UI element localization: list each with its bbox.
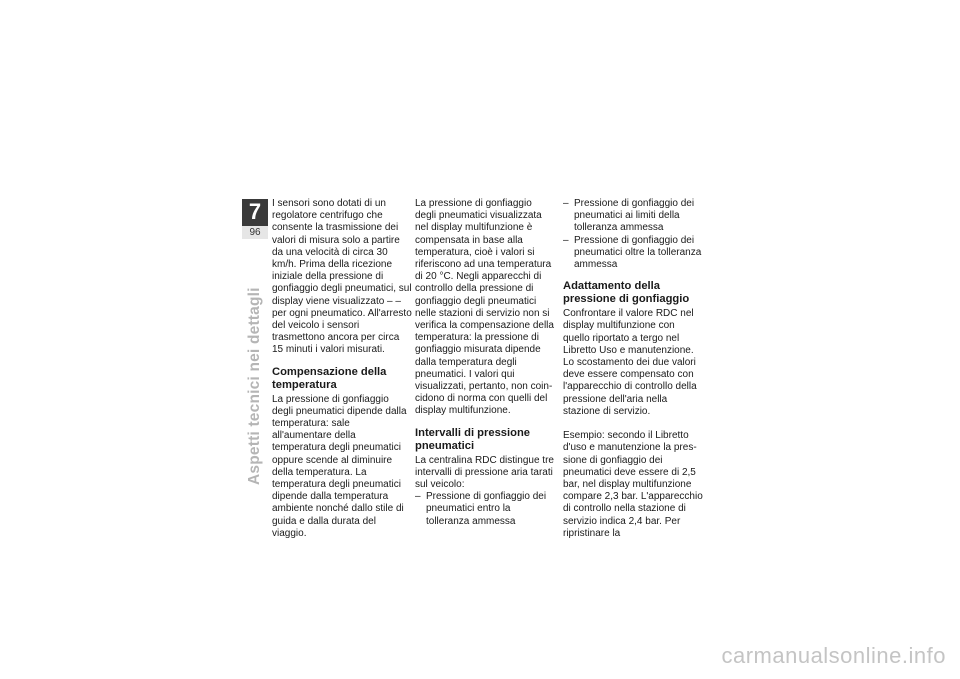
list-item: – Pressione di gonfiaggio dei pneumatici ai limiti della tolleranza ammessa xyxy=(563,198,703,235)
text-column-2 xyxy=(415,198,555,528)
list-item: – Pressione di gonfiaggio dei pneumatici oltre la tolleranza ammessa xyxy=(563,235,703,272)
heading-pressure-adjustment: Adattamento della pressione di gonfiaggio xyxy=(563,280,690,306)
paragraph-compare-rdc: Confrontare il valore RDC nel display multifunzione con quello riportato a tergo nel Libretto Uso e manutenzione. Lo scostamento dei due valori deve essere compensato con l'apparecchio di controllo della pressione dell'aria nella stazione di servizio. xyxy=(563,308,697,417)
page-number: 96 xyxy=(242,226,268,239)
paragraph-intervals-intro: La centralina RDC distingue tre intervalli di pressione aria tarati sul veicolo: xyxy=(415,454,554,491)
chapter-title-vertical xyxy=(242,287,268,511)
list-item: – Pressione di gonfiaggio dei pneumatici entro la tolleranza ammessa xyxy=(415,491,555,528)
paragraph-temperature: La pressione di gonfiaggio degli pneumatici dipende dalla temperatura: sale all'aumentare della temperatura degli pneumatici oppure scende al diminuire della temperatura. La temperatura degli pneumatici dipende dalla temperatura ambiente nonché dallo stile di guida e dalla durata del viaggio. xyxy=(272,393,407,539)
text-column-3 xyxy=(563,198,703,540)
chapter-number: 7 xyxy=(248,199,262,224)
chapter-title: Aspetti tecnici nei dettagli xyxy=(246,287,263,485)
footer-watermark: carmanualsonline.info xyxy=(721,643,946,668)
heading-pressure-intervals: Intervalli di pressione pneumatici xyxy=(415,426,531,452)
interval-list-continued xyxy=(563,198,703,271)
paragraph-example: Esempio: secondo il Libretto d'uso e manutenzione la pressione di gonfiaggio dei pneumatici deve essere di 2,5 bar, nel display multifunzione compare 2,3 bar. L'apparecchio di controllo nella stazione di servizio indica 2,4 bar. Per ripristinare la xyxy=(563,430,703,539)
interval-list xyxy=(415,491,555,528)
chapter-tab xyxy=(242,199,268,239)
heading-temperature-compensation: Compensazione della temperatura xyxy=(272,365,387,391)
paragraph-compensated-pressure: La pressione di gonfiaggio degli pneumatici visualizzata nel display multifunzione è compensata in base alla temperatura, cioè i valori si riferiscono ad una temperatura di 20 °C. Negli apparecchi di controllo della pressione di gonfiaggio degli pneumatici nelle stazioni di servizio non si verifica la compensazione della temperatura: la pressione di gonfiaggio misurata dipende dalla temperatura degli pneumatici. I valori qui visualizzati, pertanto, non coincidono di norma con quelli del display multifunzione. xyxy=(415,198,554,417)
paragraph-sensors: I sensori sono dotati di un regolatore centrifugo che consente la trasmissione dei valori di misura solo a partire da una velocità di circa 30 km/h. Prima della ricezione iniziale della pressione di gonfiaggio degli pneumatici, sul display viene visualizzato – – per ogni pneumatico. All'arresto del veicolo i sensori trasmettono ancora per circa 15 minuti i valori misurati. xyxy=(272,198,412,356)
text-column-1 xyxy=(272,198,412,540)
